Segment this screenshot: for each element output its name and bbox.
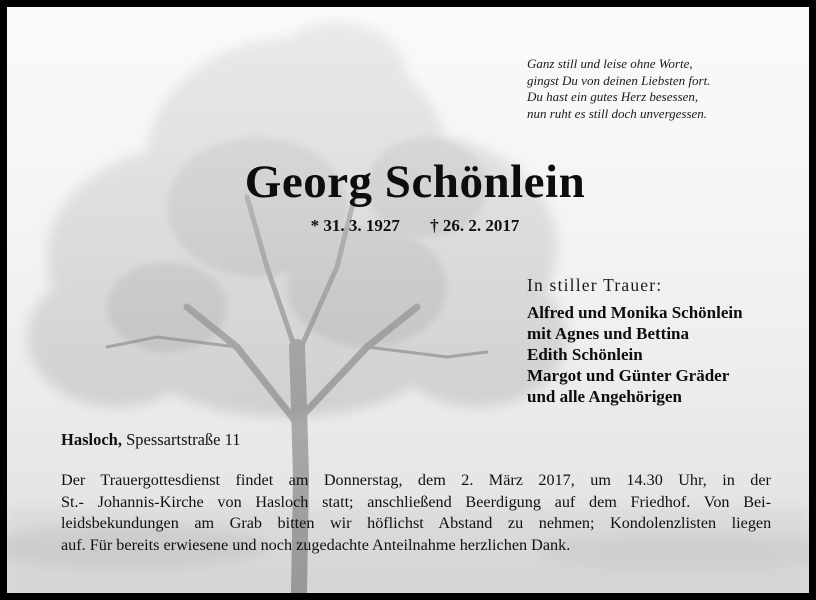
memorial-verse	[527, 56, 710, 122]
life-dates	[7, 216, 816, 236]
mourning-intro: In stiller Trauer:	[527, 275, 663, 295]
service-line	[61, 513, 771, 535]
death-date: † 26. 2. 2017	[430, 216, 520, 235]
service-line-text: auf. Für bereits erwiesene und noch zugedachte Anteilnahme herzlichen Dank.	[61, 535, 571, 554]
address	[61, 430, 241, 450]
mourner-line: mit Agnes und Bettina	[527, 324, 689, 343]
service-line	[61, 492, 771, 514]
address-street: Spessartstraße 11	[126, 430, 241, 449]
service-line-text: Der Trauergottesdienst findet am Donnerstag, dem 2. März 2017, um 14.30 Uhr, in der	[61, 471, 771, 489]
address-city: Hasloch,	[61, 430, 122, 449]
service-line-text: St.- Johannis-Kirche von Hasloch statt; anschließend Beerdigung auf dem Friedhof. Von Bei-	[61, 492, 772, 511]
service-announcement	[61, 470, 771, 556]
service-line-text: leidsbekundungen am Grab bitten wir höflichst Abstand zu nehmen; Kondolenzlisten liegen	[61, 514, 772, 532]
verse-line: Ganz still und leise ohne Worte,	[527, 56, 693, 71]
deceased-name: Georg Schönlein	[244, 156, 586, 208]
mourner-line: Edith Schönlein	[527, 345, 643, 364]
mourner-line: und alle Angehörigen	[527, 387, 682, 406]
mourner-line: Alfred und Monika Schönlein	[527, 303, 743, 322]
service-line	[61, 535, 771, 557]
mourner-line: Margot und Günter Gräder	[527, 366, 730, 385]
verse-line: nun ruht es still doch unvergessen.	[527, 105, 708, 121]
verse-line: Du hast ein gutes Herz besessen,	[527, 89, 699, 104]
service-line	[61, 470, 771, 492]
mourners-list	[527, 302, 743, 407]
verse-line: gingst Du von deinen Liebsten fort.	[527, 72, 711, 88]
birth-date: * 31. 3. 1927	[310, 216, 400, 235]
